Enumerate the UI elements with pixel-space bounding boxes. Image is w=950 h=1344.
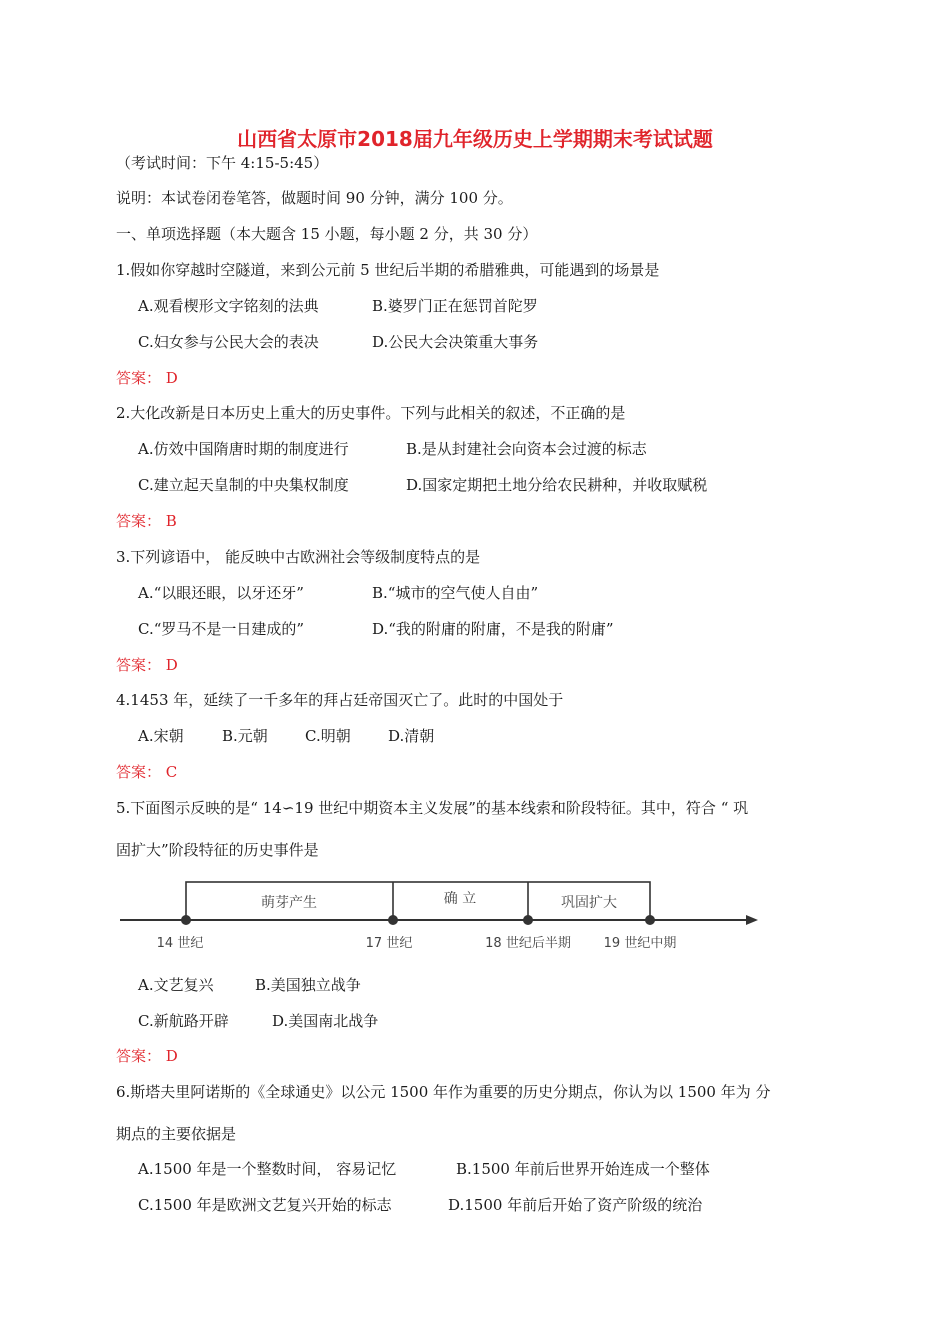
question-2-stem: 2.大化改新是日本历史上重大的历史事件。下列与此相关的叙述，不正确的是	[116, 404, 626, 422]
question-6-stem-line1: 6.斯塔夫里阿诺斯的《全球通史》以公元 1500 年作为重要的历史分期点，你认为以 1500 年为 分	[116, 1083, 771, 1101]
q6-option-d: D.1500 年前后开始了资产阶级的统治	[448, 1196, 703, 1214]
q5-option-d: D.美国南北战争	[272, 1012, 379, 1030]
q3-answer: 答案： D	[116, 656, 178, 674]
q2-option-b: B.是从封建社会向资本会过渡的标志	[406, 440, 647, 458]
q4-option-d: D.清朝	[388, 727, 435, 745]
q3-option-b: B.“城市的空气使人自由”	[372, 584, 539, 602]
q1-answer: 答案： D	[116, 369, 178, 387]
timeline-stage-2: 确 立	[443, 891, 477, 907]
q5-option-a: A.文艺复兴	[138, 976, 214, 994]
timeline-stage-3: 巩固扩大	[561, 895, 617, 911]
q5-option-c: C.新航路开辟	[138, 1012, 229, 1030]
timeline-point-4: 19 世纪中期	[603, 936, 677, 951]
section-heading: 一、单项选择题（本大题含 15 小题，每小题 2 分，共 30 分）	[116, 225, 538, 243]
q3-option-c: C.“罗马不是一日建成的”	[138, 620, 305, 638]
q1-option-c: C.妇女参与公民大会的表决	[138, 333, 319, 351]
timeline-point-2: 17 世纪	[365, 936, 413, 951]
q3-option-a: A.“以眼还眼，以牙还牙”	[138, 584, 304, 602]
q1-option-d: D.公民大会决策重大事务	[372, 333, 539, 351]
question-1-stem: 1.假如你穿越时空隧道，来到公元前 5 世纪后半期的希腊雅典，可能遇到的场景是	[116, 261, 660, 279]
q4-option-a: A.宋朝	[138, 727, 184, 745]
q2-option-c: C.建立起天皇制的中央集权制度	[138, 476, 349, 494]
q4-answer: 答案： C	[116, 763, 178, 781]
q6-option-a: A.1500 年是一个整数时间， 容易记忆	[138, 1160, 397, 1178]
document-title: 山西省太原市2018届九年级历史上学期期末考试试题	[237, 127, 713, 151]
q6-option-b: B.1500 年前后世界开始连成一个整体	[456, 1160, 710, 1178]
exam-time: （考试时间：下午 4:15-5:45）	[116, 154, 329, 172]
q4-option-c: C.明朝	[305, 727, 351, 745]
question-5-stem-line1: 5.下面图示反映的是“ 14∽19 世纪中期资本主义发展”的基本线索和阶段特征。其中，符合 “ 巩	[116, 799, 749, 817]
q1-option-a: A.观看楔形文字铭刻的法典	[138, 297, 319, 315]
q5-answer: 答案： D	[116, 1047, 178, 1065]
timeline-diagram	[118, 876, 758, 956]
q3-option-d: D.“我的附庸的附庸，不是我的附庸”	[372, 620, 614, 638]
q2-answer: 答案： B	[116, 512, 177, 530]
q4-option-b: B.元朝	[222, 727, 268, 745]
question-5-stem-line2: 固扩大”阶段特征的历史事件是	[116, 841, 319, 859]
q6-option-c: C.1500 年是欧洲文艺复兴开始的标志	[138, 1196, 392, 1214]
q2-option-a: A.仿效中国隋唐时期的制度进行	[138, 440, 349, 458]
question-6-stem-line2: 期点的主要依据是	[116, 1125, 237, 1143]
instructions: 说明：本试卷闭卷笔答，做题时间 90 分钟，满分 100 分。	[116, 189, 513, 207]
question-3-stem: 3.下列谚语中， 能反映中古欧洲社会等级制度特点的是	[116, 548, 481, 566]
q1-option-b: B.婆罗门正在惩罚首陀罗	[372, 297, 538, 315]
q5-option-b: B.美国独立战争	[255, 976, 361, 994]
timeline-stage-1: 萌芽产生	[261, 895, 317, 911]
question-4-stem: 4.1453 年，延续了一千多年的拜占廷帝国灭亡了。此时的中国处于	[116, 691, 564, 709]
timeline-point-1: 14 世纪	[156, 936, 204, 951]
timeline-point-3: 18 世纪后半期	[485, 936, 571, 951]
q2-option-d: D.国家定期把土地分给农民耕种，并收取赋税	[406, 476, 708, 494]
